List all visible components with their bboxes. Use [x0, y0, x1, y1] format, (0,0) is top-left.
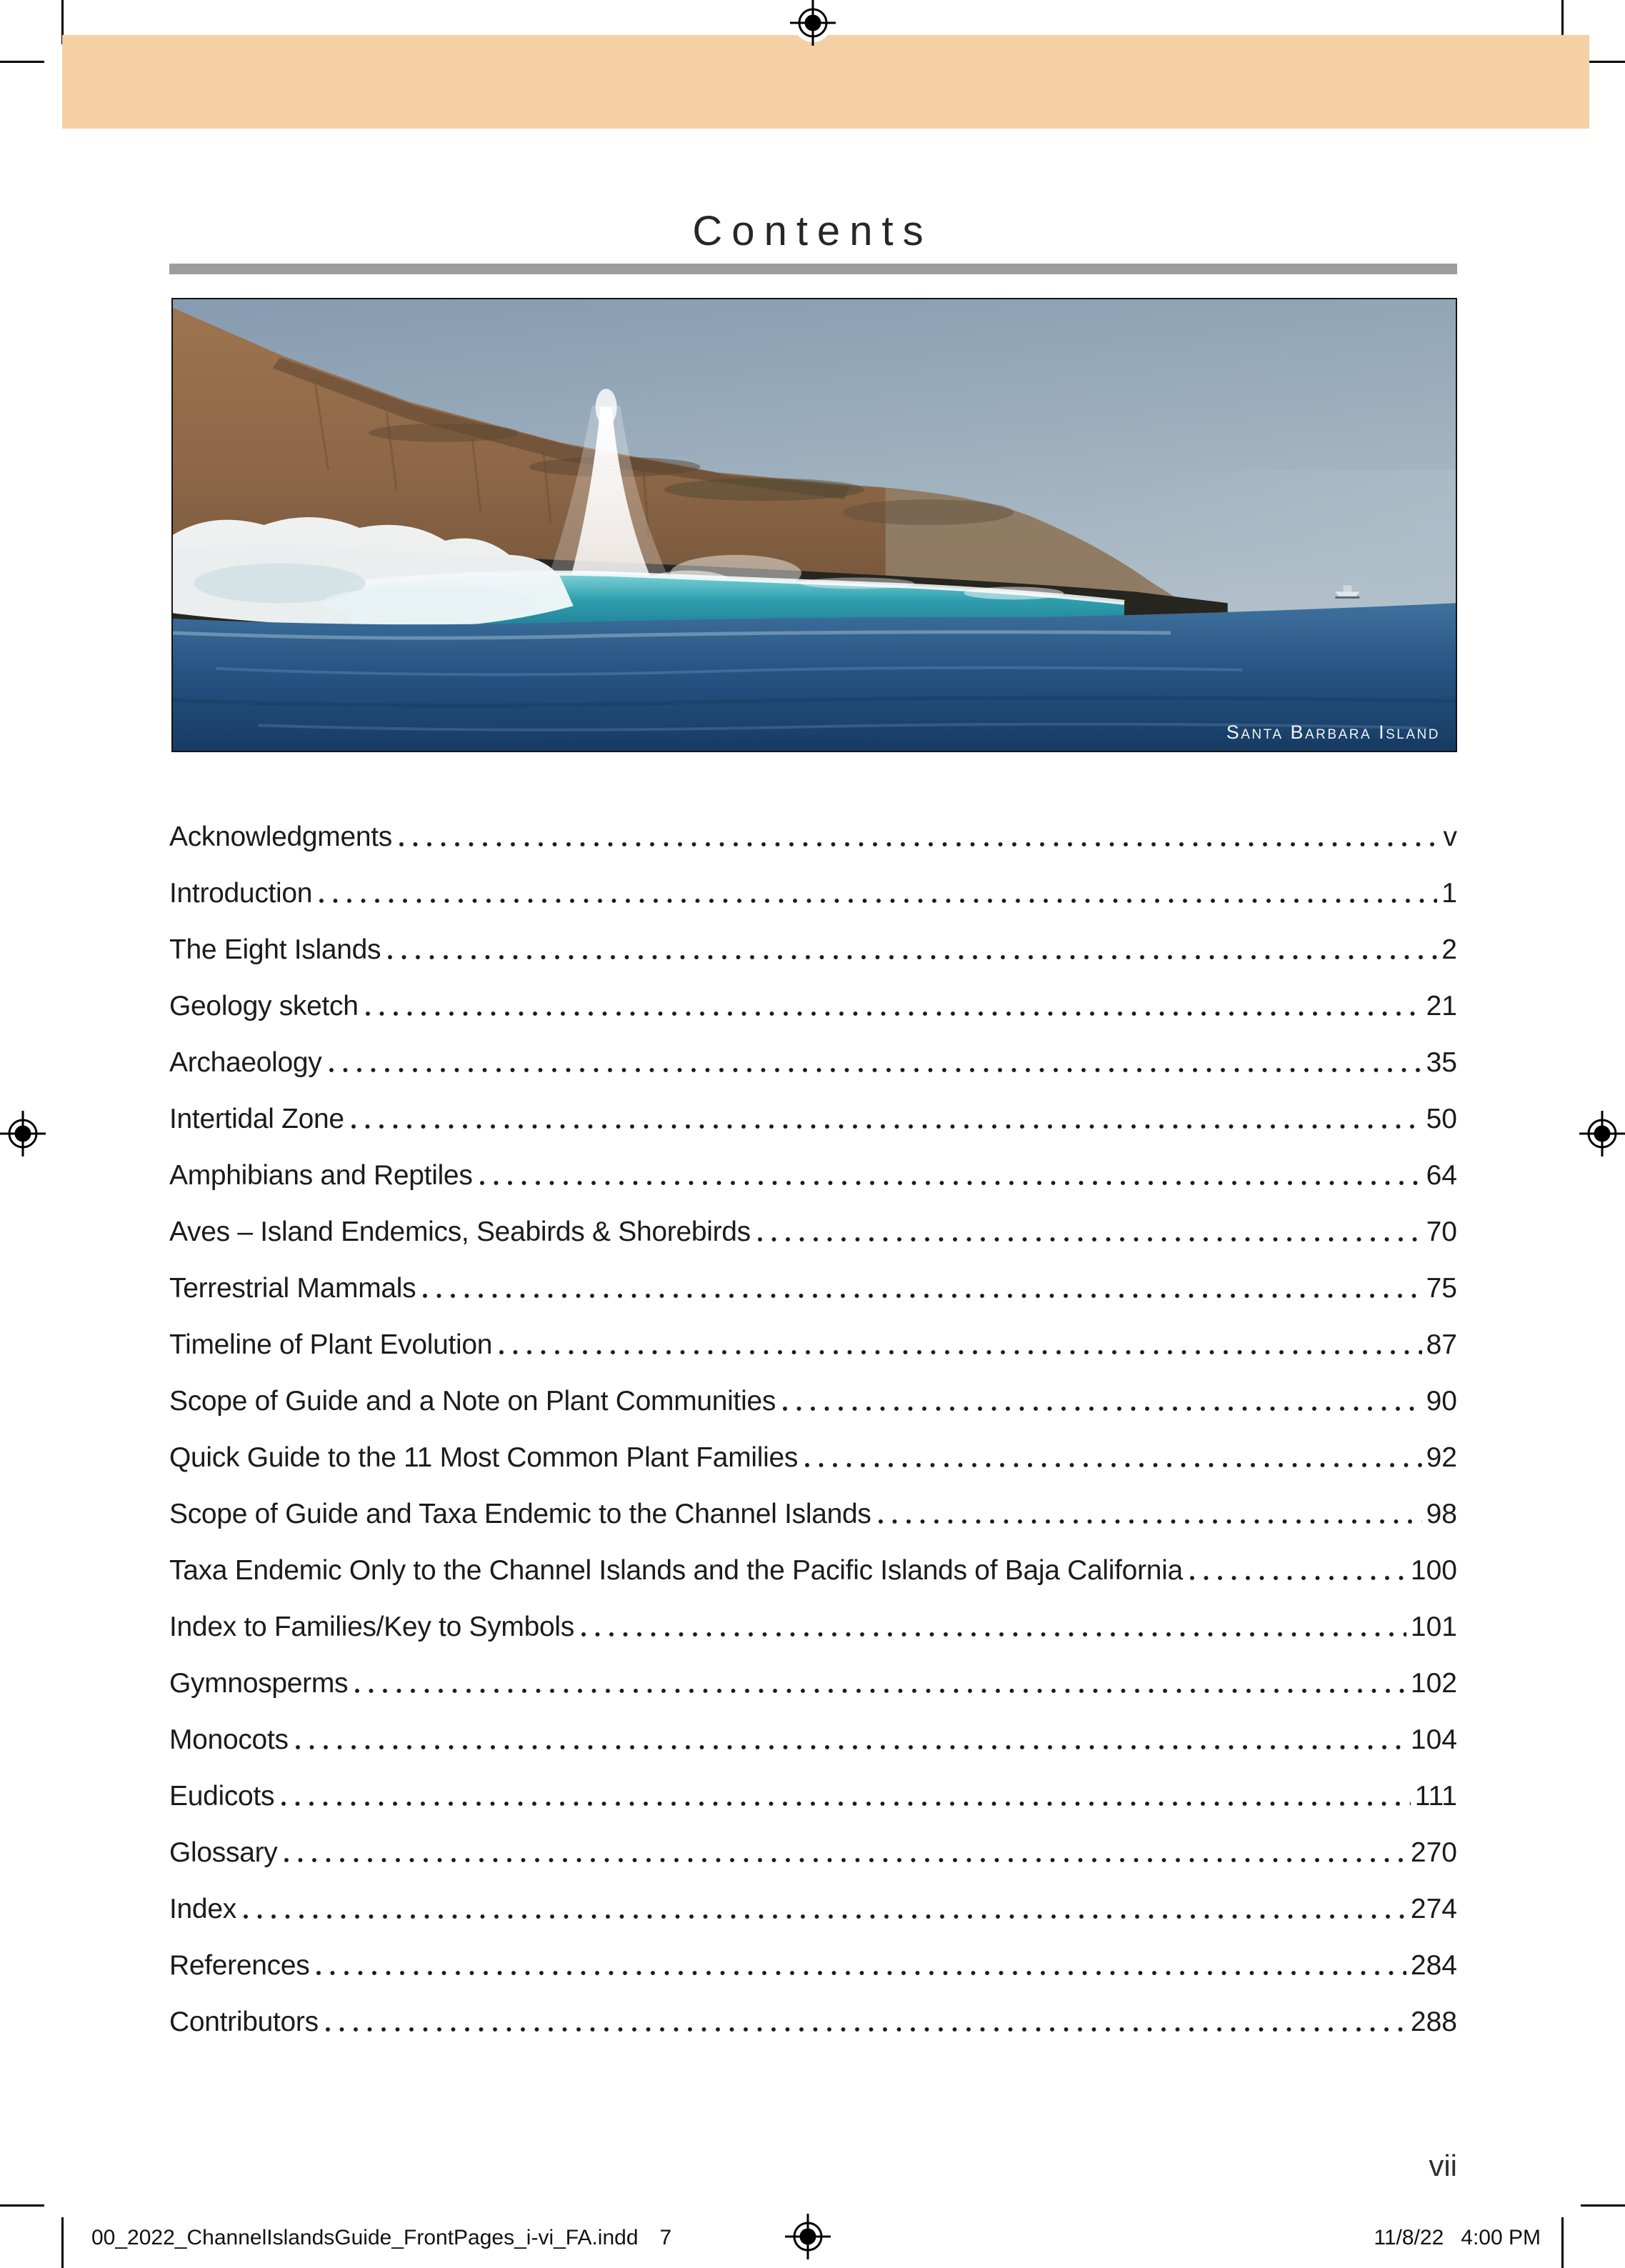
toc-entry-page: 274: [1410, 1894, 1457, 1924]
toc-row: [169, 1499, 1457, 1529]
toc-entry-label: Timeline of Plant Evolution: [169, 1329, 493, 1360]
toc-entry-label: Acknowledgments: [169, 821, 392, 852]
toc-entry-page: 90: [1426, 1386, 1457, 1417]
crop-mark: [0, 2204, 44, 2207]
toc-entry-label: Eudicots: [169, 1781, 275, 1812]
slug-filename-line: [91, 2226, 671, 2250]
toc-entry-label: References: [169, 1950, 310, 1981]
toc-entry-page: 270: [1410, 1837, 1457, 1868]
registration-mark-icon: [784, 2212, 832, 2261]
toc-row: [169, 1668, 1457, 1699]
toc-row: [169, 1442, 1457, 1473]
island-photo-art: [173, 299, 1456, 751]
toc-entry-label: Index: [169, 1894, 236, 1924]
toc-entry-page: 70: [1426, 1217, 1457, 1247]
toc-leader-dots: [355, 1687, 1406, 1694]
toc-entry-label: Scope of Guide and a Note on Plant Communities: [169, 1386, 776, 1417]
toc-row: [169, 1555, 1457, 1586]
toc-leader-dots: [316, 1969, 1406, 1977]
toc-row: [169, 1950, 1457, 1981]
toc-entry-label: Quick Guide to the 11 Most Common Plant Families: [169, 1442, 799, 1473]
toc-entry-page: 64: [1426, 1160, 1457, 1191]
toc-entry-label: The Eight Islands: [169, 934, 381, 965]
toc-leader-dots: [296, 1744, 1406, 1751]
toc-leader-dots: [480, 1179, 1422, 1187]
toc-entry-label: Aves – Island Endemics, Seabirds & Shorebirds: [169, 1217, 751, 1247]
slug-datetime-line: [1374, 2226, 1541, 2250]
toc-row: [169, 1894, 1457, 1924]
accent-band: [62, 35, 1589, 129]
toc-leader-dots: [783, 1405, 1422, 1412]
toc-leader-dots: [366, 1010, 1422, 1017]
slug-sheet-number: 7: [659, 2226, 672, 2249]
toc-row: [169, 1724, 1457, 1755]
toc-row: [169, 934, 1457, 965]
toc-row: [169, 1837, 1457, 1868]
toc-row: [169, 1386, 1457, 1417]
toc-entry-page: 111: [1414, 1781, 1457, 1812]
toc-leader-dots: [879, 1518, 1422, 1525]
registration-mark-icon: [0, 1109, 47, 1158]
toc-row: [169, 1329, 1457, 1360]
toc-entry-page: v: [1443, 821, 1457, 852]
title-rule: [169, 264, 1457, 274]
toc-entry-page: 92: [1426, 1442, 1457, 1473]
toc-row: [169, 1217, 1457, 1247]
toc-leader-dots: [399, 841, 1439, 848]
toc-row: [169, 2007, 1457, 2037]
toc-leader-dots: [351, 1123, 1422, 1130]
toc-entry-label: Archaeology: [169, 1047, 322, 1078]
slug-time: 4:00 PM: [1461, 2226, 1541, 2249]
crop-mark: [1561, 2217, 1564, 2268]
slug-filename: 00_2022_ChannelIslandsGuide_FrontPages_i-vi_FA.indd: [91, 2226, 639, 2249]
toc-entry-page: 87: [1426, 1329, 1457, 1360]
toc-entry-label: Glossary: [169, 1837, 278, 1868]
toc-row: [169, 878, 1457, 909]
toc-leader-dots: [244, 1913, 1406, 1920]
toc-leader-dots: [758, 1236, 1422, 1243]
toc-leader-dots: [319, 897, 1437, 904]
toc-leader-dots: [284, 1857, 1406, 1864]
toc-entry-page: 35: [1426, 1047, 1457, 1078]
toc-entry-label: Taxa Endemic Only to the Channel Islands and the Pacific Islands of Baja California: [169, 1555, 1183, 1586]
crop-mark: [61, 2217, 64, 2268]
toc-entry-page: 21: [1426, 991, 1457, 1021]
toc-entry-label: Scope of Guide and Taxa Endemic to the Channel Islands: [169, 1499, 871, 1529]
toc-leader-dots: [499, 1349, 1421, 1356]
toc-entry-label: Contributors: [169, 2007, 319, 2037]
toc-entry-label: Geology sketch: [169, 991, 359, 1021]
toc-entry-page: 100: [1410, 1555, 1457, 1586]
toc-entry-page: 104: [1410, 1724, 1457, 1755]
toc-row: [169, 821, 1457, 852]
toc-leader-dots: [805, 1462, 1422, 1469]
toc-list: [169, 821, 1457, 2063]
toc-leader-dots: [581, 1631, 1406, 1638]
toc-leader-dots: [329, 1066, 1422, 1074]
toc-row: [169, 1273, 1457, 1304]
toc-entry-page: 1: [1441, 878, 1457, 909]
toc-row: [169, 1160, 1457, 1191]
crop-mark: [1581, 2204, 1625, 2207]
toc-entry-label: Gymnosperms: [169, 1668, 349, 1699]
toc-entry-page: 101: [1410, 1612, 1457, 1642]
toc-leader-dots: [423, 1292, 1421, 1299]
toc-entry-label: Index to Families/Key to Symbols: [169, 1612, 574, 1642]
toc-entry-page: 50: [1426, 1104, 1457, 1134]
toc-row: [169, 1612, 1457, 1642]
toc-row: [169, 1104, 1457, 1134]
page-title: Contents: [692, 208, 933, 254]
toc-entry-page: 75: [1426, 1273, 1457, 1304]
toc-entry-page: 98: [1426, 1499, 1457, 1529]
registration-mark-icon: [1578, 1109, 1625, 1158]
registration-mark-icon: [789, 0, 837, 47]
toc-entry-label: Amphibians and Reptiles: [169, 1160, 473, 1191]
toc-entry-label: Introduction: [169, 878, 313, 909]
crop-mark: [0, 61, 44, 63]
toc-leader-dots: [326, 2026, 1406, 2033]
toc-entry-label: Monocots: [169, 1724, 289, 1755]
toc-leader-dots: [281, 1800, 1411, 1807]
toc-entry-label: Terrestrial Mammals: [169, 1273, 416, 1304]
toc-row: [169, 1047, 1457, 1078]
toc-leader-dots: [388, 954, 1437, 961]
photo-caption: Santa Barbara Island: [1226, 721, 1440, 743]
island-photo: [171, 298, 1457, 752]
toc-entry-page: 102: [1410, 1668, 1457, 1699]
toc-entry-page: 284: [1410, 1950, 1457, 1981]
toc-entry-page: 2: [1441, 934, 1457, 965]
toc-leader-dots: [1190, 1574, 1406, 1582]
toc-row: [169, 1781, 1457, 1812]
slug-date: 11/8/22: [1374, 2226, 1444, 2249]
folio-page-number: vii: [1429, 2149, 1457, 2182]
toc-row: [169, 991, 1457, 1021]
toc-entry-label: Intertidal Zone: [169, 1104, 344, 1134]
toc-entry-page: 288: [1410, 2007, 1457, 2037]
